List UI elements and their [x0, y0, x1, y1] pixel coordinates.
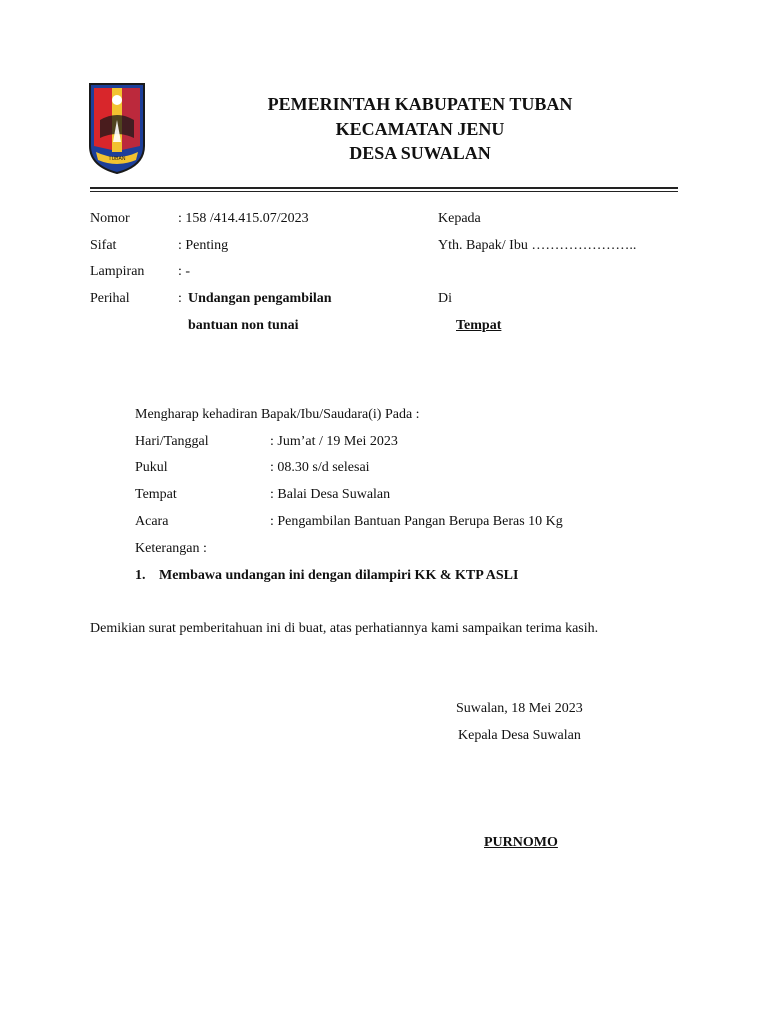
logo-text: TUBAN	[108, 156, 126, 162]
hari-value: : Jum’at / 19 Mei 2023	[270, 434, 398, 449]
letterhead-rule-thin	[90, 191, 678, 192]
perihal-line-2: bantuan non tunai	[188, 318, 299, 333]
di-label: Di	[438, 291, 452, 306]
recipient-place: Tempat	[456, 318, 502, 333]
signature-place-date: Suwalan, 18 Mei 2023	[456, 701, 583, 716]
kop-line-3: DESA SUWALAN	[349, 143, 491, 163]
hari-label: Hari/Tanggal	[135, 434, 209, 449]
perihal-line-1: Undangan pengambilan	[188, 291, 332, 306]
pukul-value: : 08.30 s/d selesai	[270, 460, 370, 475]
kepada-label: Kepada	[438, 211, 481, 226]
kop-line-2: KECAMATAN JENU	[335, 119, 505, 139]
intro-text: Mengharap kehadiran Bapak/Ibu/Saudara(i) Pada :	[135, 407, 420, 422]
perihal-colon: :	[178, 291, 182, 306]
lampiran-label: Lampiran	[90, 264, 145, 279]
note-number: 1.	[135, 568, 146, 583]
acara-value: : Pengambilan Bantuan Pangan Berupa Beras 10 Kg	[270, 514, 563, 529]
lampiran-value: : -	[178, 264, 191, 279]
tuban-regency-emblem-logo	[86, 80, 148, 176]
tempat-value: : Balai Desa Suwalan	[270, 487, 391, 502]
pukul-label: Pukul	[135, 460, 168, 475]
sifat-value: : Penting	[178, 238, 229, 253]
letterhead-rule-thick	[90, 187, 678, 189]
nomor-label: Nomor	[90, 211, 130, 226]
nomor-value: : 158 /414.415.07/2023	[178, 211, 309, 226]
signature-name: PURNOMO	[484, 835, 558, 850]
signature-title: Kepala Desa Suwalan	[458, 728, 581, 743]
keterangan-label: Keterangan :	[135, 541, 207, 556]
closing-text: Demikian surat pemberitahuan ini di buat, atas perhatiannya kami sampaikan terima kasih.	[90, 621, 599, 636]
sifat-label: Sifat	[90, 238, 117, 253]
perihal-label: Perihal	[90, 291, 130, 306]
acara-label: Acara	[135, 514, 169, 529]
tempat-label: Tempat	[135, 487, 177, 502]
kop-line-1: PEMERINTAH KABUPATEN TUBAN	[267, 94, 573, 114]
note-text: Membawa undangan ini dengan dilampiri KK & KTP ASLI	[159, 568, 519, 583]
recipient-name: Yth. Bapak/ Ibu …………………..	[438, 238, 637, 253]
